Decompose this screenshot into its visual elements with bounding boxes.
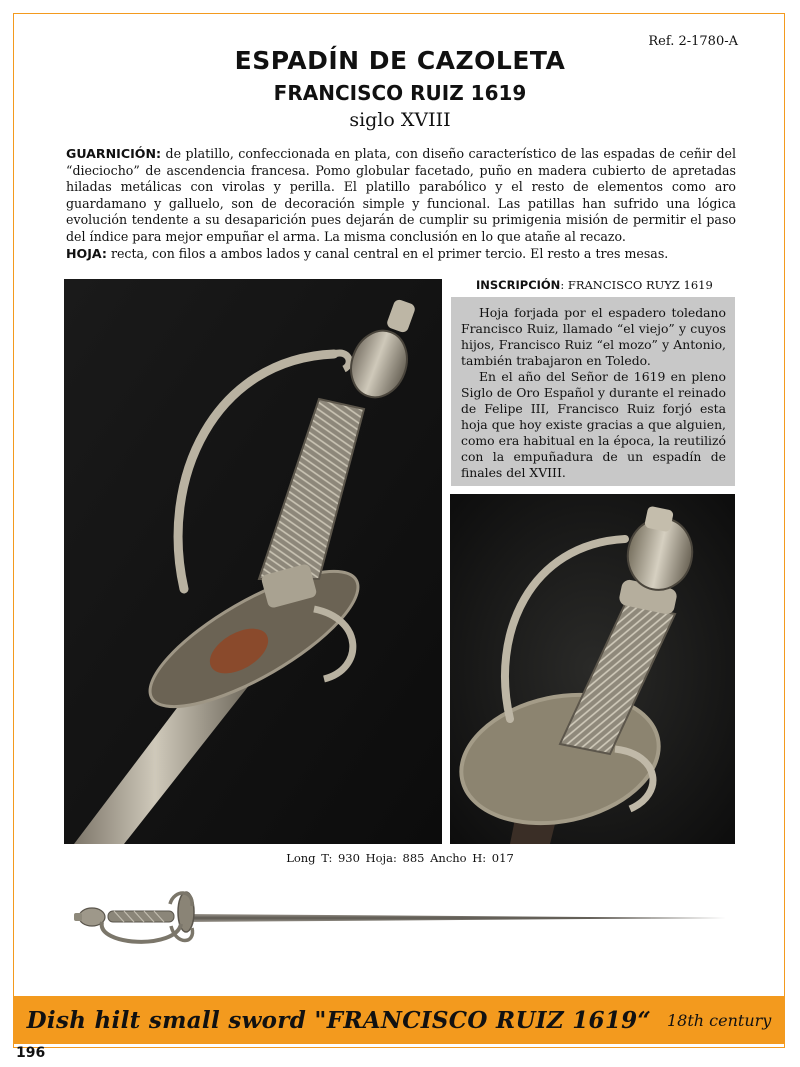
- history-box: [451, 297, 735, 486]
- reference-code: Ref. 2-1780-A: [648, 34, 738, 49]
- guarnicion-text: de platillo, confeccionada en plata, con diseño característico de las espadas de ceñir del “dieciocho” de ascendencia francesa. Pomo globular facetado, puño en madera cubierto de apretadas hiladas metálicas con virolas y perilla. El platillo parabólico y el resto de elementos como aro guardamano y galluelo, son de decoración simple y funcional. Las patillas han sufrido una lógica evolución tendente a su desaparición pues dejarán de cumplir su primigenia misión de permitir el paso del índice para mejor empuñar el arma. La misma conclusión en lo que atañe al recazo.: [66, 146, 736, 244]
- page-title: ESPADÍN DE CAZOLETA: [234, 46, 566, 75]
- history-paragraph-1: Hoja forjada por el espadero toledano Francisco Ruiz, llamado “el viejo” y cuyos hijos, Francisco Ruiz “el mozo” y Antonio, también trabajaron en Toledo.: [461, 305, 726, 368]
- description: [66, 146, 736, 262]
- hoja-label: HOJA:: [66, 245, 107, 261]
- inscription-label: INSCRIPCIÓN: [476, 278, 561, 292]
- inscription: [476, 278, 713, 292]
- banner-title: Dish hilt small sword "FRANCISCO RUIZ 1619“: [26, 1006, 651, 1034]
- hilt-photo-large: [64, 279, 442, 844]
- full-sword-illustration: [66, 884, 726, 954]
- inscription-text: : FRANCISCO RUYZ 1619: [560, 278, 713, 292]
- history-paragraph-2: En el año del Señor de 1619 en pleno Siglo de Oro Español y durante el reinado de Felipe III, Francisco Ruiz forjó esta hoja que hoy existe gracias a que alguien, como era habitual en la época, la reutilizó con la empuñadura de un espadín de finales del XVIII.: [461, 369, 726, 480]
- hoja-text: recta, con filos a ambos lados y canal central en el primer tercio. El resto a tres mesas.: [106, 245, 669, 261]
- hilt-photo-small: [450, 494, 735, 844]
- banner-subtitle: 18th century: [667, 1010, 772, 1030]
- measurements: Long T: 930 Hoja: 885 Ancho H: 017: [286, 851, 514, 865]
- century-label: siglo XVIII: [349, 109, 451, 131]
- page-subtitle: FRANCISCO RUIZ 1619: [273, 81, 527, 105]
- guarnicion-label: GUARNICIÓN:: [66, 146, 162, 161]
- page-number: 196: [16, 1045, 46, 1061]
- english-title-banner: [13, 996, 785, 1044]
